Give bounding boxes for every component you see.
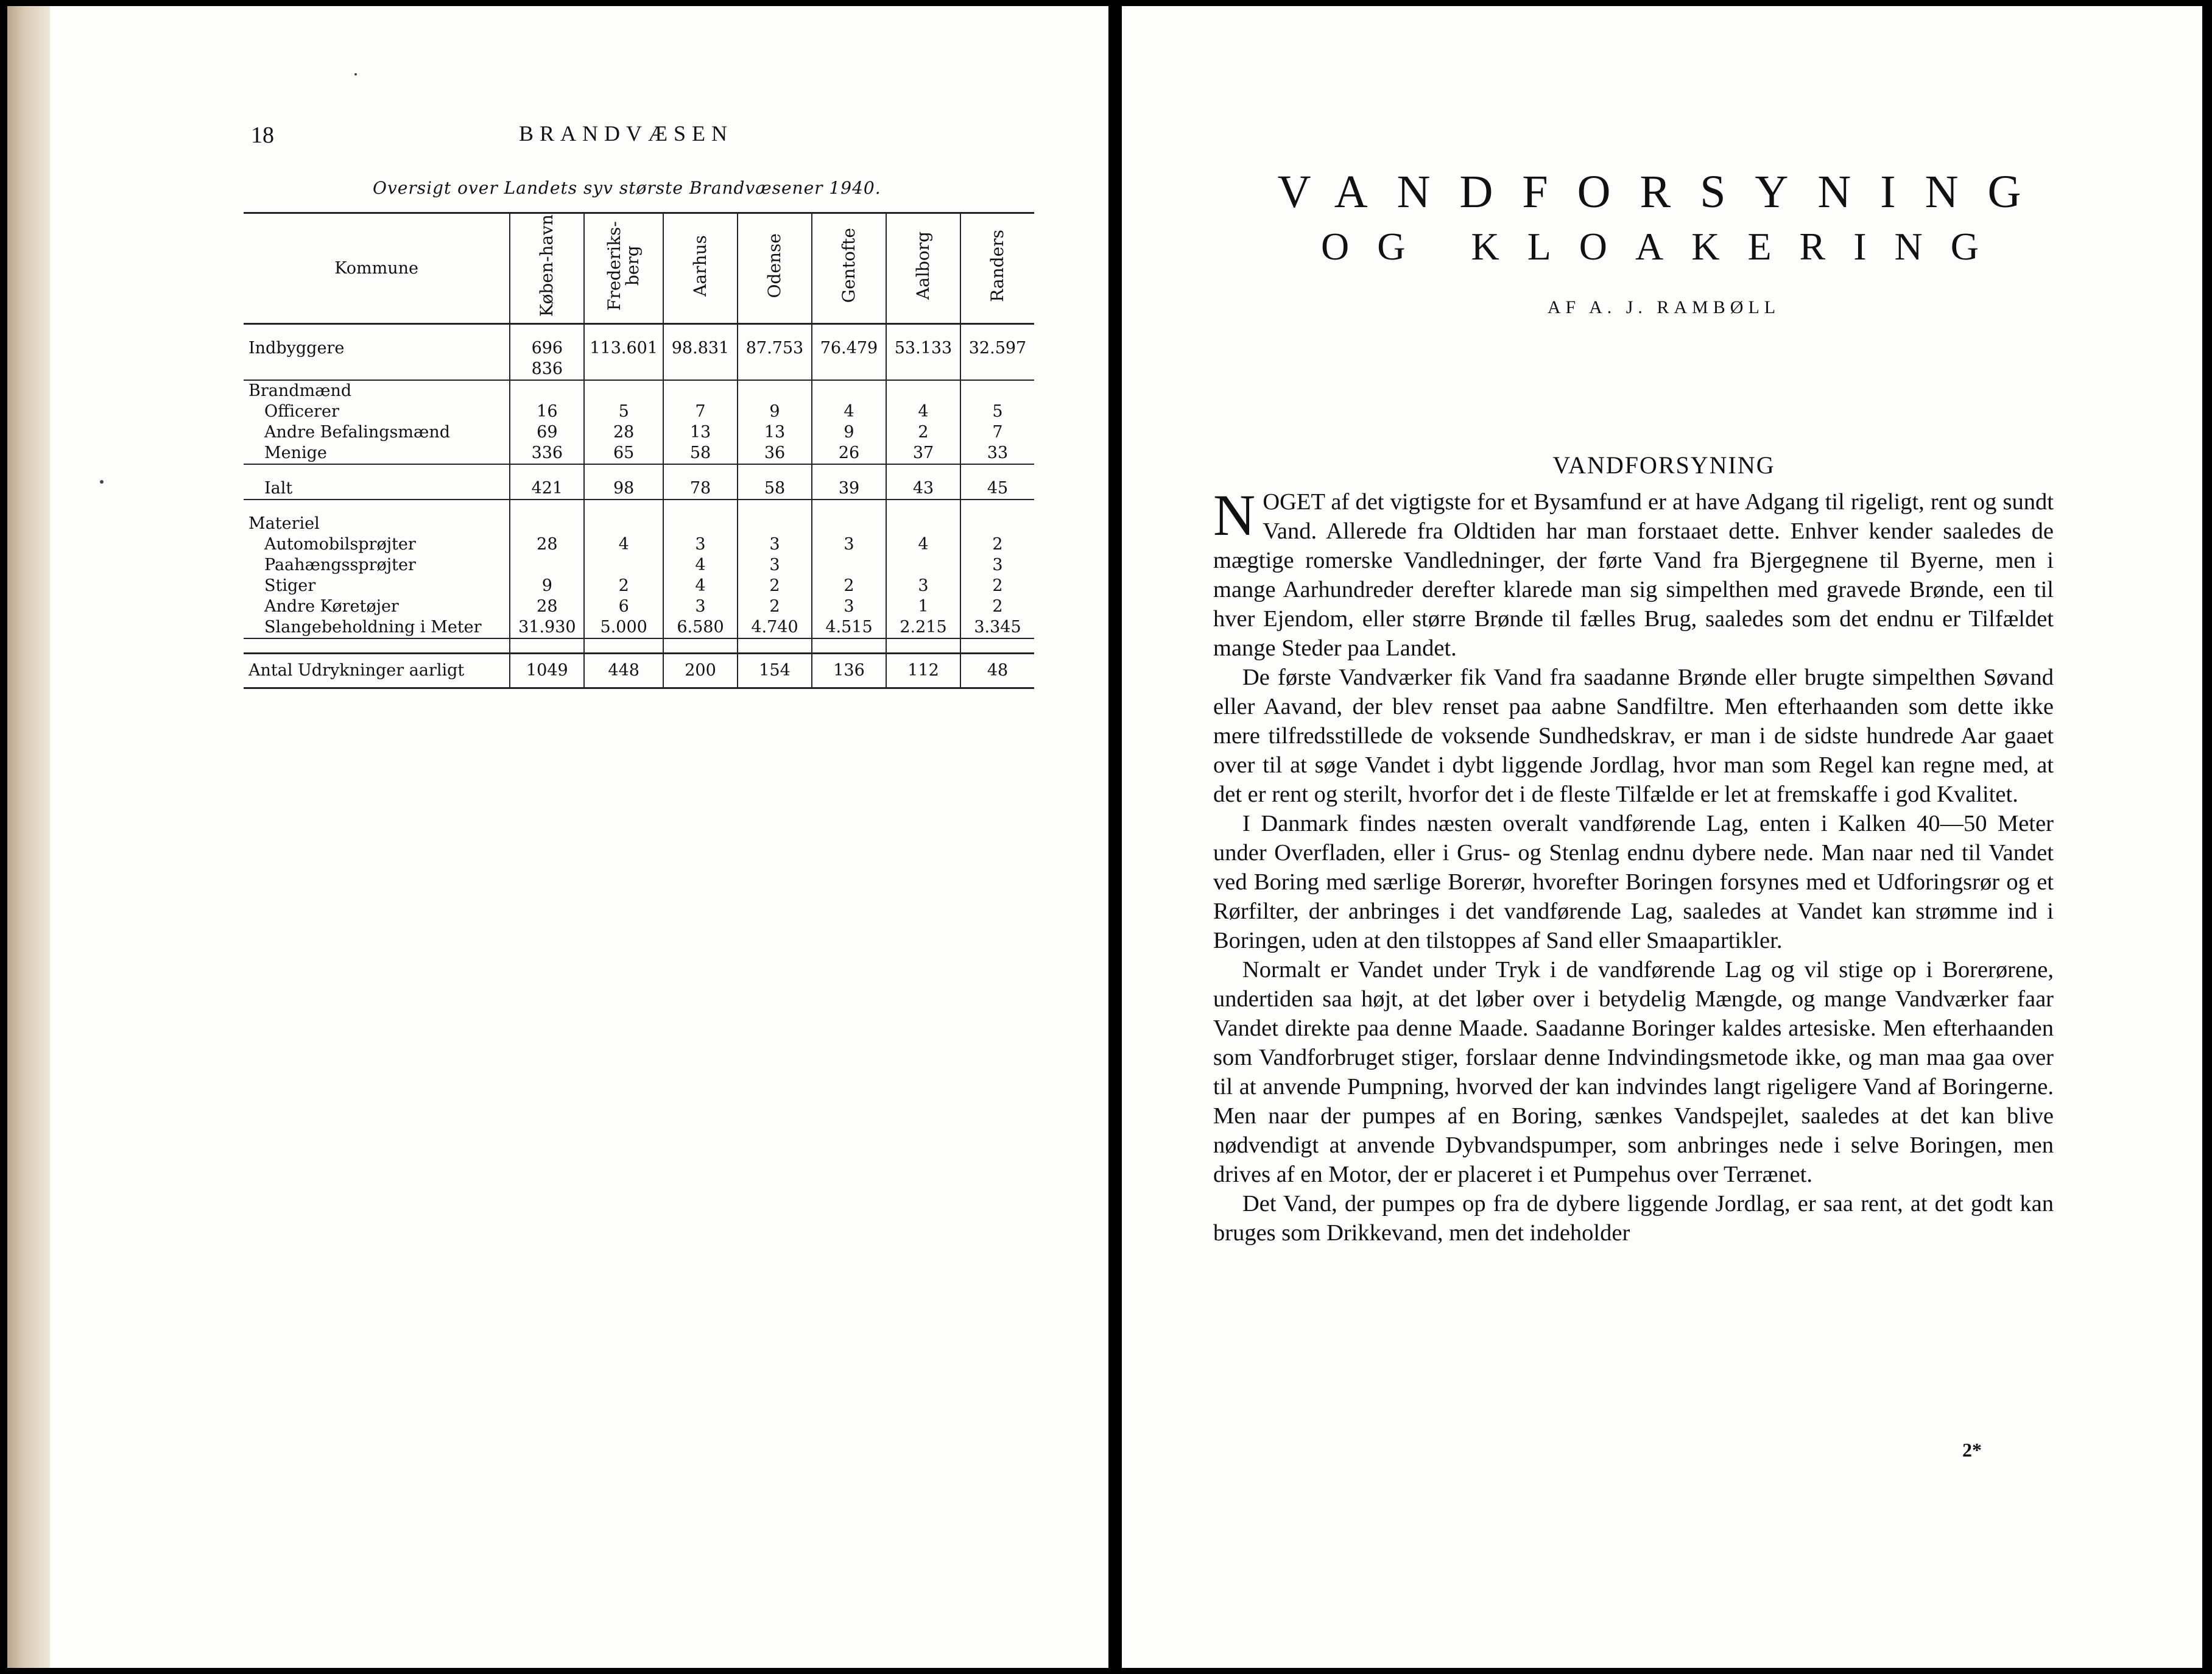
row-label: Antal Udrykninger aarligt [244, 654, 510, 688]
header-col: Køben-havn [510, 213, 584, 324]
table-cell: 78 [663, 478, 738, 500]
table-cell: 2 [584, 576, 663, 596]
table-cell: 48 [960, 654, 1034, 688]
table-cell: 87.753 [738, 338, 812, 380]
table-cell: 1049 [510, 654, 584, 688]
table-cell: 154 [738, 654, 812, 688]
row-label: Officerer [264, 402, 339, 421]
table-cell: 3 [663, 596, 738, 617]
table-cell: 3 [812, 596, 886, 617]
table-cell: 2 [738, 596, 812, 617]
paragraph: De første Vandværker fik Vand fra saadanne Brønde eller brugte simpelthen Søvand eller Aavand, der blev renset paa aabne Sandfiltre. Men efterhaanden som dette ikke mere tilfredsstillede de voksende Sundhedskrav, er man i de sidste hundrede Aar gaaet over til at søge Vandet i dybt liggende Jordlag, hvor man som Regel kan regne med, at det er rent og sterilt, hvorfor det i de fleste Tilfælde er let at fremskaffe i god Kvalitet. [1213, 665, 2054, 807]
table-cell: 3 [663, 534, 738, 555]
chapter-title-line-1: VANDFORSYNING [1277, 166, 2051, 217]
table-cell: 7 [663, 401, 738, 422]
table-cell: 2.215 [886, 617, 960, 638]
table-cell: 13 [738, 422, 812, 443]
table-cell: 9 [738, 401, 812, 422]
table-cell: 58 [738, 478, 812, 500]
left-page [7, 6, 1108, 1668]
page-number: 18 [251, 122, 274, 148]
table-row-udrykninger [244, 654, 1034, 688]
table-cell: 45 [960, 478, 1034, 500]
table-cell: 98 [584, 478, 663, 500]
table-cell: 4 [663, 576, 738, 596]
table-cell: 3 [738, 534, 812, 555]
header-col: Aarhus [663, 213, 738, 324]
table-cell: 31.930 [510, 617, 584, 638]
chapter-title-line-2: OG KLOAKERING [1321, 225, 2007, 268]
drop-cap: N [1213, 482, 1256, 548]
table-cell: 136 [812, 654, 886, 688]
paragraph: Det Vand, der pumpes op fra de dybere liggende Jordlag, er saa rent, at det godt kan bruges som Drikkevand, men det indeholder [1213, 1191, 2054, 1246]
table-row [244, 401, 1034, 422]
row-label: Stiger [264, 576, 316, 595]
table-cell: 32.597 [960, 338, 1034, 380]
paragraph-text: OGET af det vigtigste for et Bysamfund er at have Adgang til rigeligt, rent og sundt Vand. Allerede fra Oldtiden har man forstaaet dette. Enhver kender saaledes de mægtige romerske Vandledninger, der førte Vand fra Bjergegnene til Byerne, men i mange Aarhundreder derefter klarede man sig simpelthen med gravede Brønde, een til hver Ejendom, eller større Brønde til fælles Brug, saaledes som det endnu er Tilfældet mange Steder paa Landet. [1213, 489, 2054, 661]
ink-speck [100, 480, 104, 484]
table-cell [584, 555, 663, 576]
section-heading: Brandmænd [248, 381, 352, 400]
row-label: Andre Køretøjer [264, 597, 399, 616]
table-cell: 36 [738, 443, 812, 464]
header-col: Gentofte [812, 213, 886, 324]
table-cell: 43 [886, 478, 960, 500]
table-cell: 13 [663, 422, 738, 443]
table-cell: 4 [584, 534, 663, 555]
table-cell: 336 [510, 443, 584, 464]
row-label: Automobilsprøjter [264, 535, 416, 554]
row-label: Menige [244, 443, 510, 464]
table-cell: 6.580 [663, 617, 738, 638]
book-spine-edge [7, 6, 50, 1668]
header-col: Odense [738, 213, 812, 324]
table-cell: 3.345 [960, 617, 1034, 638]
table-cell: 4 [886, 534, 960, 555]
paragraph: Normalt er Vandet under Tryk i de vandførende Lag og vil stige op i Borerørene, undertiden saa højt, at det løber over i betydelig Mængde, og mange Vandværker faar Vandet direkte paa denne Maade. Saadanne Boringer kaldes artesiske. Men efterhaanden som Vandforbruget stiger, forslaar denne Indvindingsmetode ikke, og man maa gaa over til at anvende Pumpning, hvorved der kan indvindes langt rigeligere Vand af Boringerne. Men naar der pumpes af en Boring, sænkes Vandspejlet, saaledes at det kan blive nødvendigt at anvende Dybvandspumper, som anbringes nede i selve Boringen, men drives af en Motor, der er placeret i et Pumpehus over Terrænet. [1213, 957, 2054, 1187]
table-cell: 4 [663, 555, 738, 576]
table-cell: 3 [960, 555, 1034, 576]
right-page [1122, 6, 2202, 1668]
table-cell: 2 [886, 422, 960, 443]
table-row-total [244, 478, 1034, 500]
header-col: Randers [960, 213, 1034, 324]
table-cell: 9 [510, 576, 584, 596]
table-cell [510, 555, 584, 576]
table-cell: 33 [960, 443, 1034, 464]
table-header-row [244, 213, 1034, 324]
table-cell: 9 [812, 422, 886, 443]
table-cell: 7 [960, 422, 1034, 443]
table-cell: 28 [510, 596, 584, 617]
running-head: BRANDVÆSEN [519, 121, 734, 146]
table-cell: 37 [886, 443, 960, 464]
row-label: Paahængssprøjter [264, 556, 416, 574]
table-cell: 4 [812, 401, 886, 422]
header-kommune: Kommune [244, 213, 510, 324]
ink-speck [354, 73, 357, 76]
table-cell: 4 [886, 401, 960, 422]
table-cell: 4.515 [812, 617, 886, 638]
table-cell: 5 [960, 401, 1034, 422]
table-cell: 696 836 [510, 338, 584, 380]
table-row [244, 443, 1034, 464]
table-cell: 6 [584, 596, 663, 617]
table-row [244, 555, 1034, 576]
table-cell: 5 [584, 401, 663, 422]
table-cell [886, 555, 960, 576]
row-label: Slangebeholdning i Meter [244, 617, 510, 638]
table-cell [812, 555, 886, 576]
table-row [244, 514, 1034, 534]
table-cell: 2 [812, 576, 886, 596]
header-col: Aalborg [886, 213, 960, 324]
table-cell: 5.000 [584, 617, 663, 638]
fire-brigade-table [244, 212, 1034, 689]
table-cell: 113.601 [584, 338, 663, 380]
row-label: Indbyggere [244, 338, 510, 380]
paragraph [1213, 482, 2054, 663]
table-cell: 58 [663, 443, 738, 464]
table-cell: 28 [584, 422, 663, 443]
table-cell: 65 [584, 443, 663, 464]
table-row [244, 338, 1034, 380]
table-cell: 28 [510, 534, 584, 555]
table-cell: 98.831 [663, 338, 738, 380]
table-cell: 112 [886, 654, 960, 688]
header-col: Frederiks-berg [584, 213, 663, 324]
table-cell: 3 [886, 576, 960, 596]
table-cell: 76.479 [812, 338, 886, 380]
table-cell: 53.133 [886, 338, 960, 380]
table-caption: Oversigt over Landets syv største Brandvæsener 1940. [373, 178, 881, 198]
table-cell: 3 [812, 534, 886, 555]
spacer-row [244, 324, 1034, 339]
table-row [244, 534, 1034, 555]
table-cell: 2 [738, 576, 812, 596]
table-row [244, 617, 1034, 638]
table-cell: 26 [812, 443, 886, 464]
table-cell: 69 [510, 422, 584, 443]
table-cell: 421 [510, 478, 584, 500]
table-cell: 3 [738, 555, 812, 576]
table-cell: 1 [886, 596, 960, 617]
author-line: AF A. J. RAMBØLL [1547, 297, 1781, 317]
row-label: Ialt [244, 478, 510, 500]
table-row [244, 576, 1034, 596]
table-row [244, 596, 1034, 617]
table-cell: 200 [663, 654, 738, 688]
table-row [244, 380, 1034, 401]
table-cell: 39 [812, 478, 886, 500]
row-label: Andre Befalingsmænd [264, 423, 451, 442]
table-cell: 448 [584, 654, 663, 688]
table-cell: 16 [510, 401, 584, 422]
table-cell: 2 [960, 576, 1034, 596]
table-row [244, 422, 1034, 443]
article-body [1213, 482, 2054, 1248]
table-cell: 2 [960, 534, 1034, 555]
section-heading: Materiel [248, 514, 320, 533]
signature-mark: 2* [1962, 1439, 1982, 1461]
table-cell: 4.740 [738, 617, 812, 638]
table-cell: 2 [960, 596, 1034, 617]
paragraph: I Danmark findes næsten overalt vandførende Lag, enten i Kalken 40—50 Meter under Overfladen, eller i Grus- og Stenlag endnu dybere nede. Man naar ned til Vandet ved Boring med særlige Borerør, hvorefter Boringen forsynes med et Udforingsrør og et Rørfilter, der anbringes i det vandførende Lag, saaledes at Vandet kan strømme ind i Boringen, uden at den tilstoppes af Sand eller Smaapartikler. [1213, 811, 2054, 953]
section-heading: VANDFORSYNING [1552, 451, 1775, 479]
